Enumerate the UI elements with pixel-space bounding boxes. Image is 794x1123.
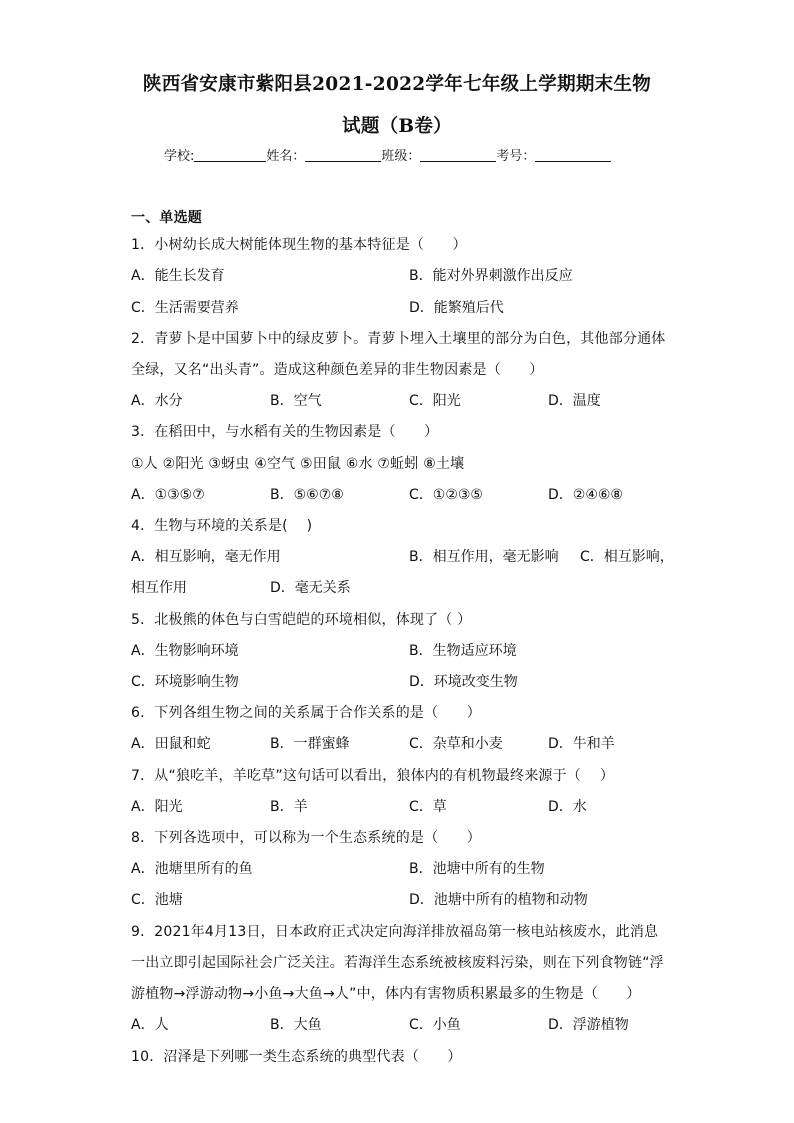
question-8-option-c[interactable]: C．池塘 [131, 892, 183, 908]
question-3-option-a[interactable]: A．①③⑤⑦ [131, 487, 205, 503]
question-3-option-d[interactable]: D．②④⑥⑧ [548, 487, 623, 503]
question-9-stem-line1: 9．2021年4月13日，日本政府正式决定向海洋排放福岛第一核电站核废水，此消息 [131, 924, 659, 940]
question-2-option-b[interactable]: B．空气 [270, 393, 322, 409]
school-label: 学校: [164, 149, 195, 164]
question-1-option-a[interactable]: A．能生长发育 [131, 268, 225, 284]
question-9-option-d[interactable]: D．浮游植物 [548, 1017, 629, 1033]
question-8-stem: 8．下列各选项中，可以称为一个生态系统的是（ ） [131, 830, 481, 846]
student-info-line [164, 145, 611, 164]
question-7-option-b[interactable]: B．羊 [270, 799, 308, 815]
question-6-option-a[interactable]: A．田鼠和蛇 [131, 736, 211, 752]
question-1-stem: 1．小树幼长成大树能体现生物的基本特征是（ ） [131, 237, 467, 253]
question-7-option-c[interactable]: C．草 [409, 799, 447, 815]
question-4-option-a[interactable]: A．相互影响，毫无作用 [131, 549, 281, 565]
question-6-option-b[interactable]: B．一群蜜蜂 [270, 736, 350, 752]
question-3-option-c[interactable]: C．①②③⑤ [409, 487, 483, 503]
question-2-stem-line2: 全绿，又名“出头青”。造成这种颜色差异的非生物因素是（ ） [131, 362, 544, 378]
question-1-option-d[interactable]: D．能繁殖后代 [409, 300, 504, 316]
question-3-stem: 3．在稻田中，与水稻有关的生物因素是（ ） [131, 424, 439, 440]
question-9-option-a[interactable]: A．人 [131, 1017, 169, 1033]
question-5-stem: 5．北极熊的体色与白雪皑皑的环境相似，体现了（ ） [131, 612, 472, 628]
question-4-option-b[interactable]: B．相互作用，毫无影响 [409, 549, 559, 565]
question-8-option-b[interactable]: B．池塘中所有的生物 [409, 861, 545, 877]
question-6-option-c[interactable]: C．杂草和小麦 [409, 736, 503, 752]
question-5-option-c[interactable]: C．环境影响生物 [131, 674, 239, 690]
question-5-option-b[interactable]: B．生物适应环境 [409, 643, 517, 659]
question-7-option-a[interactable]: A．阳光 [131, 799, 183, 815]
question-6-option-d[interactable]: D．牛和羊 [548, 736, 615, 752]
question-5-option-d[interactable]: D．环境改变生物 [409, 674, 518, 690]
question-10-stem: 10．沼泽是下列哪一类生态系统的典型代表（ ） [131, 1049, 462, 1065]
question-9-option-c[interactable]: C．小鱼 [409, 1017, 461, 1033]
question-2-option-d[interactable]: D．温度 [548, 393, 601, 409]
page-title-line1: 陕西省安康市紫阳县2021-2022学年七年级上学期期末生物 [142, 74, 652, 95]
question-2-stem-line1: 2．青萝卜是中国萝卜中的绿皮萝卜。青萝卜埋入土壤里的部分为白色，其他部分通体 [131, 331, 666, 347]
class-blank[interactable] [420, 149, 496, 162]
question-4-option-c-cont[interactable]: 相互作用 [131, 580, 187, 596]
section-heading: 一、单选题 [131, 210, 202, 226]
question-1-option-b[interactable]: B．能对外界刺激作出反应 [409, 268, 573, 284]
question-6-stem: 6．下列各组生物之间的关系属于合作关系的是（ ） [131, 705, 481, 721]
class-label: 班级： [381, 149, 421, 164]
question-4-option-c[interactable]: C．相互影响， [580, 549, 674, 565]
question-7-stem: 7．从“狼吃羊，羊吃草”这句话可以看出，狼体内的有机物最终来源于（ ） [131, 768, 615, 784]
school-blank[interactable] [194, 149, 266, 162]
exam-no-label: 考号： [496, 149, 536, 164]
question-8-option-d[interactable]: D．池塘中所有的植物和动物 [409, 892, 588, 908]
question-2-option-c[interactable]: C．阳光 [409, 393, 461, 409]
question-7-option-d[interactable]: D．水 [548, 799, 587, 815]
question-3-items: ①人 ②阳光 ③蚜虫 ④空气 ⑤田鼠 ⑥水 ⑦蚯蚓 ⑧土壤 [131, 456, 465, 472]
question-8-option-a[interactable]: A．池塘里所有的鱼 [131, 861, 253, 877]
exam-no-blank[interactable] [535, 149, 611, 162]
page-title-line2: 试题（B卷） [342, 116, 452, 137]
question-9-stem-line3: 游植物→浮游动物→小鱼→大鱼→人”中，体内有害物质积累最多的生物是（ ） [131, 986, 641, 1002]
name-blank[interactable] [305, 149, 381, 162]
question-4-stem: 4．生物与环境的关系是( ) [131, 518, 313, 534]
question-9-option-b[interactable]: B．大鱼 [270, 1017, 322, 1033]
name-label: 姓名： [266, 149, 306, 164]
question-5-option-a[interactable]: A．生物影响环境 [131, 643, 239, 659]
question-9-stem-line2: 一出立即引起国际社会广泛关注。若海洋生态系统被核废料污染，则在下列食物链“浮 [131, 955, 664, 971]
question-4-option-d[interactable]: D．毫无关系 [270, 580, 351, 596]
question-3-option-b[interactable]: B．⑤⑥⑦⑧ [270, 487, 344, 503]
question-2-option-a[interactable]: A．水分 [131, 393, 183, 409]
question-1-option-c[interactable]: C．生活需要营养 [131, 300, 239, 316]
